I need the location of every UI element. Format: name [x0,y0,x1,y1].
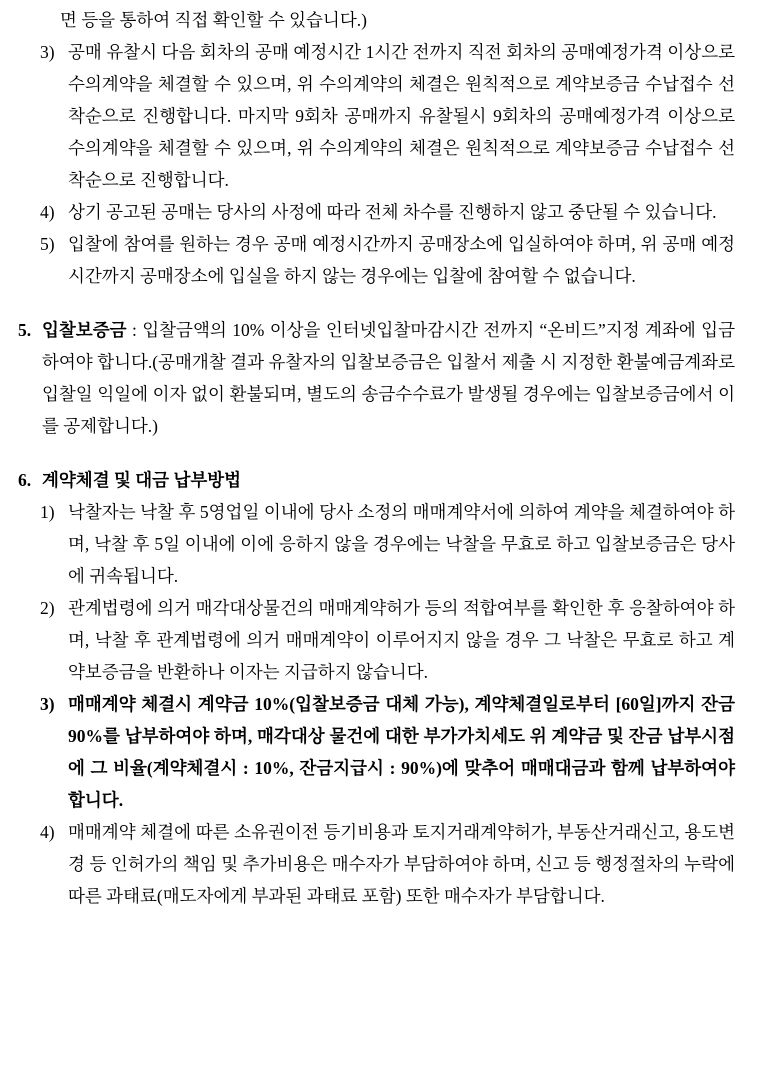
section-5-title: 입찰보증금 [42,320,127,340]
section-5-body [42,314,735,442]
list-text: 매매계약 체결에 따른 소유권이전 등기비용과 토지거래계약허가, 부동산거래신고, 용도변경 등 인허가의 책임 및 추가비용은 매수자가 부담하여야 하며, 신고 등 행정절차의 누락에 따른 과태료(매도자에게 부과된 과태료 포함) 또한 매수자가 부담합니다. [68,822,735,906]
list-marker: 4) [40,822,55,842]
section-spacer [18,292,735,314]
list-marker: 5) [40,234,55,254]
section-spacer [18,442,735,464]
list-item [18,816,735,912]
list-text: 공매 유찰시 다음 회차의 공매 예정시간 1시간 전까지 직전 회차의 공매예정가격 이상으로 수의계약을 체결할 수 있으며, 위 수의계약의 체결은 원칙적으로 계약보증금 수납접수 선착순으로 진행합니다. 마지막 9회차 공매까지 유찰될시 9회차의 공매예정가격 이상으로 수의계약을 체결할 수 있으며, 위 수의계약의 체결은 원칙적으로 계약보증금 수납접수 선착순으로 진행합니다. [68,42,735,190]
list-item [18,228,735,292]
list-item [18,196,735,228]
list-text: 관계법령에 의거 매각대상물건의 매매계약허가 등의 적합여부를 확인한 후 응찰하여야 하며, 낙찰 후 관계법령에 의거 매매계약이 이루어지지 않을 경우 그 낙찰은 무효로 하고 계약보증금을 반환하나 이자는 지급하지 않습니다. [68,598,735,682]
list-marker: 3) [40,694,55,714]
list-marker: 4) [40,202,55,222]
list-marker: 2) [40,598,55,618]
list-marker: 3) [40,42,55,62]
section-6-title: 계약체결 및 대금 납부방법 [42,470,242,490]
list-item [18,36,735,196]
list-text: 매매계약 체결시 계약금 10%(입찰보증금 대체 가능), 계약체결일로부터 [60일]까지 잔금 90%를 납부하여야 하며, 매각대상 물건에 대한 부가가치세도 위 계약금 및 잔금 납부시점에 그 비율(계약체결시 : 10%, 잔금지급시 : 90%)에 맞추어 매매대금과 함께 납부하여야 합니다. [68,694,735,810]
list-marker: 1) [40,502,55,522]
list-item [18,592,735,688]
section-5-text: : 입찰금액의 10% 이상을 인터넷입찰마감시간 전까지 “온비드”지정 계좌에 입금하여야 합니다.(공매개찰 결과 유찰자의 입찰보증금은 입찰서 제출 시 지정한 환불예금계좌로 입찰일 익일에 이자 없이 환불되며, 별도의 송금수수료가 발생될 경우에는 입찰보증금에서 이를 공제합니다.) [42,320,735,436]
continuation-paragraph: 면 등을 통하여 직접 확인할 수 있습니다.) [60,10,367,30]
section-6-heading [18,464,735,496]
list-text: 상기 공고된 공매는 당사의 사정에 따라 전체 차수를 진행하지 않고 중단될 수 있습니다. [68,202,717,222]
section-5-marker: 5. [18,320,32,340]
list-item [18,496,735,592]
list-text: 낙찰자는 낙찰 후 5영업일 이내에 당사 소정의 매매계약서에 의하여 계약을 체결하여야 하며, 낙찰 후 5일 이내에 이에 응하지 않을 경우에는 낙찰을 무효로 하고 입찰보증금은 당사에 귀속됩니다. [68,502,735,586]
list-text: 입찰에 참여를 원하는 경우 공매 예정시간까지 공매장소에 입실하여야 하며, 위 공매 예정시간까지 공매장소에 입실을 하지 않는 경우에는 입찰에 참여할 수 없습니다. [68,234,735,286]
section-6-marker: 6. [18,470,32,490]
list-item [18,688,735,816]
section-5 [18,314,735,442]
